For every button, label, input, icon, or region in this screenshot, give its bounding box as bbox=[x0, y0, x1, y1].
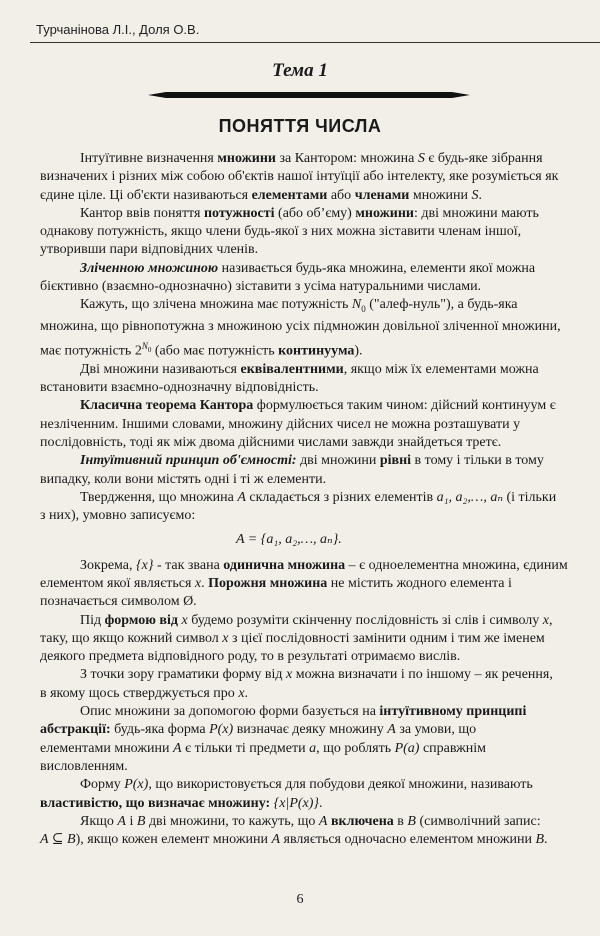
paragraph-3: Зліченною множиною називається будь-яка множина, елементи якої можна бієктивно (взаємно-однозначно) зіставити з усіма натуральними числами. bbox=[40, 260, 536, 295]
paragraph-12: Опис множини за допомогою форми базується на інтуїтивному принципі абстракції: будь-яка форма P(x) визначає деяку множину A за умови, що елементами множини A є тільки ті предмети a, що роблять P(a) справжнім висловленням. bbox=[40, 704, 527, 774]
chapter-title: ПОНЯТТЯ ЧИСЛА bbox=[218, 116, 382, 136]
paragraph-9: Зокрема, {x} - так звана одинична множина – є одноелементна множина, єдиним елементом якої являється x. Порожня множина не містить жодного елемента і позначається символом Ø. bbox=[40, 557, 568, 610]
paragraph-10: Під формою від x будемо розуміти скінченну послідовність зі слів і символу x, таку, що якщо кожний символ x з цієї послідовності замінити одним і тим же іменем деякого предмета відповідного роду, то в результаті отримаємо вислів. bbox=[40, 612, 553, 665]
topic-title: Тема 1 bbox=[272, 60, 328, 81]
paragraph-8: Твердження, що множина A складається з різних елементів a₁, a₂,…, aₙ (і тільки з них), умовно записуємо: bbox=[40, 489, 557, 524]
formula-set-definition: A = {a₁, a₂,…, aₙ}. bbox=[236, 532, 342, 548]
page-number: 6 bbox=[296, 892, 304, 907]
running-header: Турчанінова Л.І., Доля О.В. bbox=[36, 22, 200, 37]
body-text bbox=[40, 150, 600, 849]
paragraph-11: З точки зору граматики форму від x можна визначати і по іншому – як речення, в якому щось стверджується про x. bbox=[40, 667, 553, 701]
paragraph-13: Форму P(x), що використовується для побудови деякої множини, називають властивістю, що визначає множину: {x|P(x)}. bbox=[40, 777, 533, 811]
paragraph-2: Кантор ввів поняття потужності (або об’єму) множини: дві множини мають однакову потужність, якщо члени будь-якої з них можна зіставити членам іншої, утворивши пари відповідних членів. bbox=[40, 205, 539, 258]
paragraph-4: Кажуть, що злічена множина має потужність $N_0$ ("алеф-нуль"), а будь-яка множина, що рівнопотужна з множиною усіх підмножин довільної зліченної множини, має потужність $2^{N_0}$ (або має потужність континуума). bbox=[40, 297, 561, 359]
paragraph-6: Класична теорема Кантора формулюється таким чином: дійсний континуум є незліченним. Іншими словами, множину дійсних чисел не можна розташувати у послідовність, тоді як між двома дійсними числами завжди знайдеться третє. bbox=[40, 398, 556, 450]
ornament-divider bbox=[148, 88, 470, 102]
header-rule bbox=[30, 42, 600, 43]
paragraph-14: Якщо A і B дві множини, то кажуть, що A включена в B (символічний запис: A ⊆ B), якщо кожен елемент множини A являється одночасно елементом множини B. bbox=[40, 813, 548, 848]
paragraph-7: Інтуїтивний принцип об'ємності: дві множини рівні в тому і тільки в тому випадку, коли вони містять одні і ті ж елементи. bbox=[40, 453, 544, 487]
paragraph-1: Інтуїтивне визначення множини за Кантором: множина S є будь-яке зібрання визначених і різних між собою об'єктів нашої інтуїції або інтелекту, яке розуміється як єдине ціле. Ці об'єкти називаються елементами або членами множини S. bbox=[40, 151, 559, 203]
paragraph-5: Дві множини називаються еквівалентними, якщо між їх елементами можна встановити взаємно-однозначну відповідність. bbox=[40, 361, 539, 396]
